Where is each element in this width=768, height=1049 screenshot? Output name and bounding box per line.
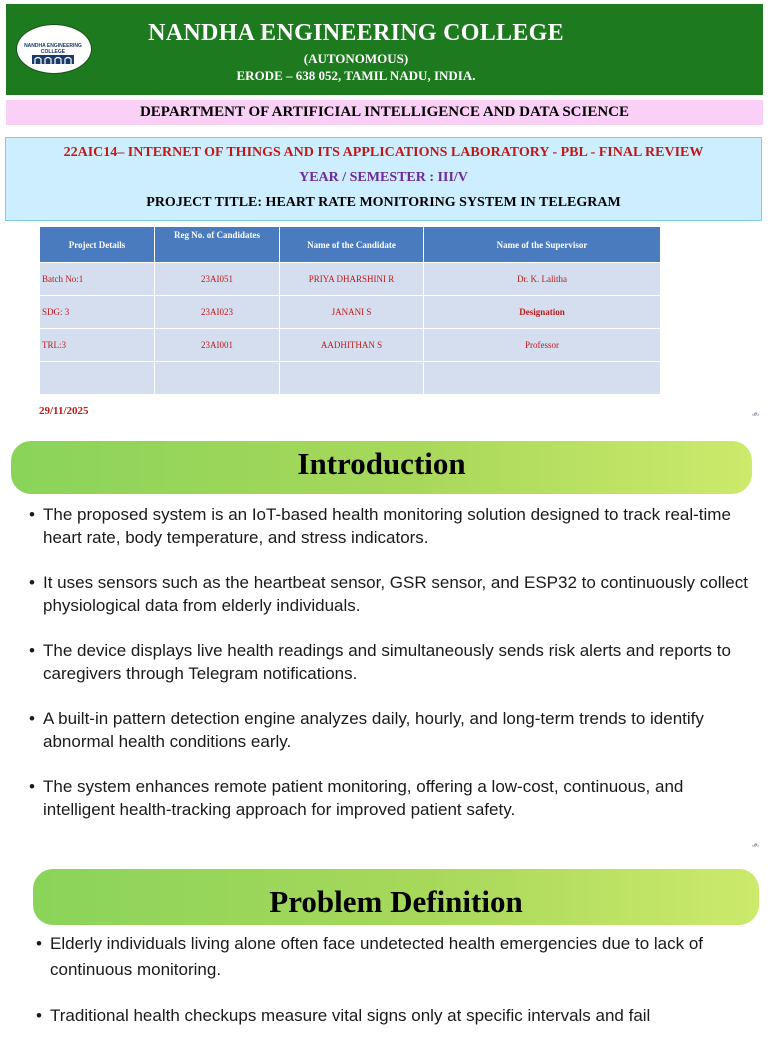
list-item [36,1003,764,1029]
column-header-supervisor: Name of the Supervisor [424,227,661,263]
slide-number: ‹#› [752,843,759,849]
table-cell: Professor [424,329,661,362]
list-item-text: A built-in pattern detection engine analyzes daily, hourly, and long-term trends to identify abnormal health conditions early. [43,709,704,751]
list-item [29,707,759,753]
list-item-text: Elderly individuals living alone often face undetected health emergencies due to lack of continuous monitoring. [50,934,704,979]
table-row-empty [40,362,661,395]
slide-number: ‹#› [752,412,759,418]
list-item [36,931,764,983]
introduction-list [29,503,759,843]
table-cell: Batch No:1 [40,263,155,296]
table-cell: Dr. K. Lalitha [424,263,661,296]
column-header-reg-no: Reg No. of Candidates [155,227,280,263]
table-header-row [40,227,661,263]
college-address: ERODE – 638 052, TAMIL NADU, INDIA. [236,68,476,83]
course-title: 22AIC14– INTERNET OF THINGS AND ITS APPLICATIONS LABORATORY - PBL - FINAL REVIEW [63,145,704,160]
table-cell: 23AI001 [155,329,280,362]
problem-definition-list [36,931,764,1049]
table-cell: 23AI023 [155,296,280,329]
problem-definition-heading: Problem Definition [269,884,523,919]
bullet-icon: • [36,1006,42,1025]
department-name: DEPARTMENT OF ARTIFICIAL INTELLIGENCE AND DATA SCIENCE [6,100,763,125]
logo-text: NANDHA ENGINEERING COLLEGE [24,43,82,55]
introduction-heading: Introduction [297,446,466,481]
table-cell [424,362,661,395]
bullet-icon: • [29,641,35,660]
bullet-icon: • [29,709,35,728]
table-cell: 23AI051 [155,263,280,296]
table-cell: Designation [424,296,661,329]
college-name: NANDHA ENGINEERING COLLEGE [148,20,564,46]
table-cell [40,362,155,395]
table-cell: PRIYA DHARSHINI R [280,263,424,296]
bullet-icon: • [29,573,35,592]
table-cell: TRL:3 [40,329,155,362]
list-item-text: It uses sensors such as the heartbeat sensor, GSR sensor, and ESP32 to continuously collect physiological data from elderly individuals. [43,573,748,615]
presentation-date: 29/11/2025 [39,405,89,417]
table-row [40,329,661,362]
list-item [29,639,759,685]
list-item [29,775,759,821]
bullet-icon: • [36,934,42,953]
bullet-icon: • [29,777,35,796]
table-cell: SDG: 3 [40,296,155,329]
table-cell [155,362,280,395]
autonomous-label: (AUTONOMOUS) [303,51,409,66]
logo-emblem-icon [32,55,74,64]
project-title: PROJECT TITLE: HEART RATE MONITORING SYSTEM IN TELEGRAM [146,195,621,210]
table-cell [280,362,424,395]
list-item-text: The system enhances remote patient monitoring, offering a low-cost, continuous, and intelligent health-tracking approach for improved patient safety. [43,777,684,819]
list-item-text: The proposed system is an IoT-based health monitoring solution designed to track real-time heart rate, body temperature, and stress indicators. [43,505,731,547]
list-item-text: Traditional health checkups measure vital signs only at specific intervals and fail [50,1006,651,1025]
column-header-project-details: Project Details [40,227,155,263]
year-semester: YEAR / SEMESTER : III/V [299,170,468,185]
list-item-text: The device displays live health readings and simultaneously sends risk alerts and reports to caregivers through Telegram notifications. [43,641,731,683]
table-row [40,263,661,296]
table-cell: AADHITHAN S [280,329,424,362]
bullet-icon: • [29,505,35,524]
column-header-candidate-name: Name of the Candidate [280,227,424,263]
table-row [40,296,661,329]
list-item [29,571,759,617]
table-cell: JANANI S [280,296,424,329]
list-item [29,503,759,549]
candidates-table [39,226,661,395]
